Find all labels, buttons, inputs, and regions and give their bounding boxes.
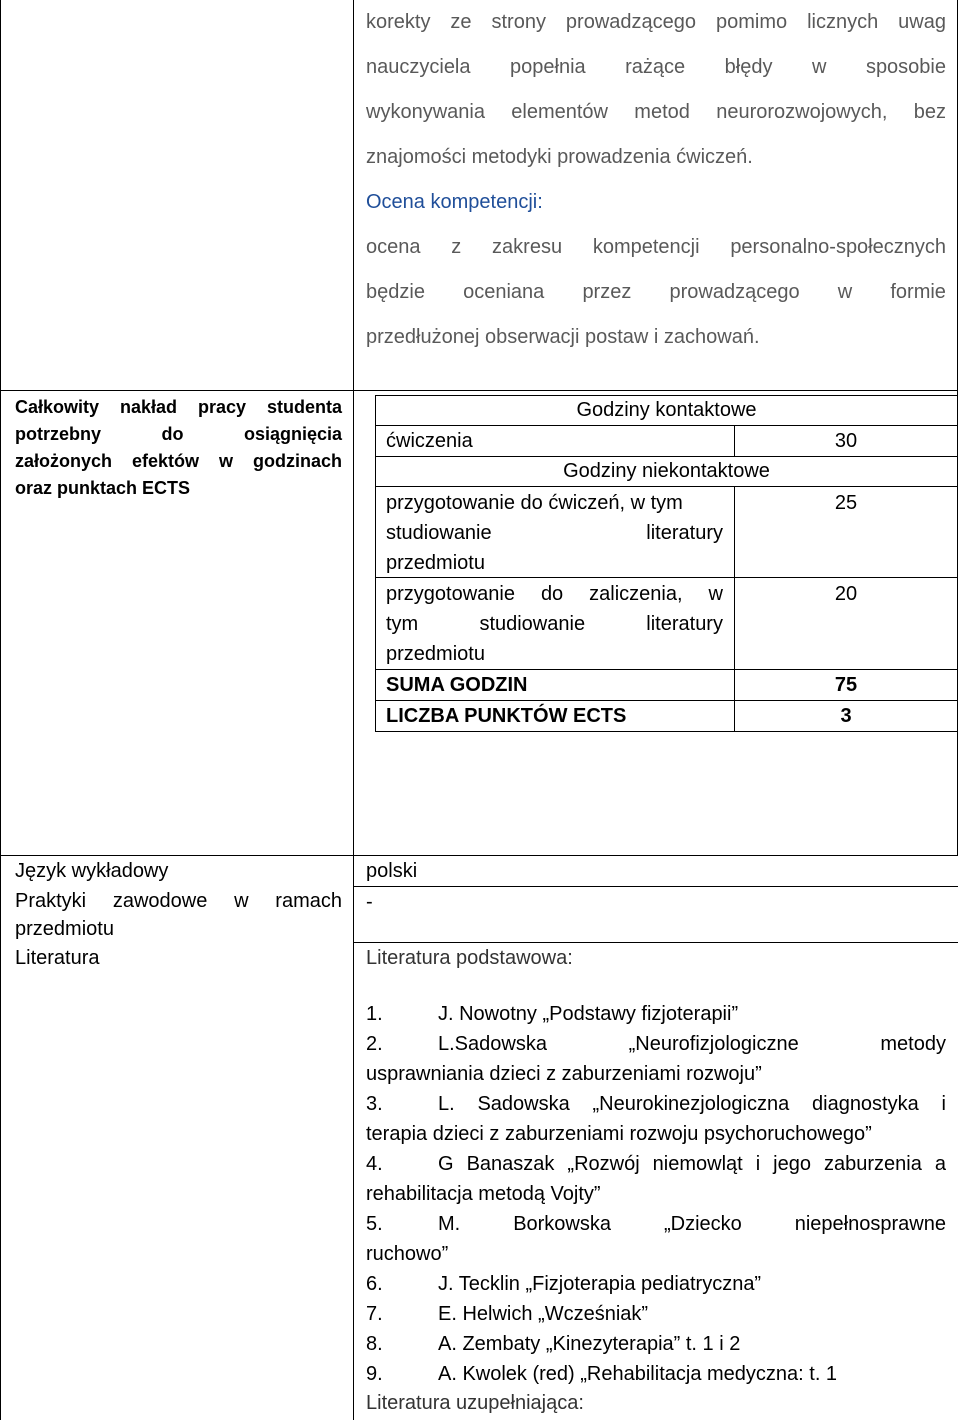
sum-hours-value: 75 <box>834 674 858 696</box>
assessment-line-4: znajomości metodyki prowadzenia ćwiczeń. <box>366 146 753 168</box>
language-value: polski <box>366 860 418 882</box>
w: licznych <box>807 11 879 33</box>
workload-label-line-4: oraz punktach ECTS <box>15 478 191 498</box>
basic-literature-heading: Literatura podstawowa: <box>366 947 573 969</box>
w: popełnia <box>510 56 586 78</box>
practice-value: - <box>366 891 373 913</box>
w: rażące <box>625 56 686 78</box>
line: przygotowanie do zaliczenia, w <box>386 583 723 605</box>
literature-item: 6. J. Tecklin „Fizjoterapia pediatryczna” <box>366 1273 762 1295</box>
w: będzie <box>366 281 425 303</box>
ects-border-left <box>375 395 376 732</box>
w: korekty <box>366 11 431 33</box>
w: w <box>811 56 827 78</box>
w: neurorozwojowych, <box>716 101 888 123</box>
w: z <box>451 236 462 258</box>
row-divider-practice <box>353 886 958 887</box>
w: strony <box>491 11 546 33</box>
assessment-line-2 <box>366 45 946 90</box>
workload-label <box>15 394 342 502</box>
w: formie <box>890 281 946 303</box>
prep-exercises-hours: 25 <box>834 492 858 514</box>
line: przygotowanie do ćwiczeń, w tym <box>386 492 683 514</box>
practice-label <box>15 887 342 943</box>
competence-line-2 <box>366 270 946 315</box>
prep-exam-label <box>386 579 723 669</box>
exercise-hours: 30 <box>834 430 858 452</box>
line: przedmiotu <box>386 643 485 665</box>
w: w <box>837 281 853 303</box>
competence-line-1 <box>366 225 946 270</box>
literature-item: 4. G Banaszak „Rozwój niemowląt i jego zaburzenia a <box>366 1153 946 1175</box>
assessment-line-3 <box>366 90 946 135</box>
prep-exam-hours: 20 <box>834 583 858 605</box>
w: sposobie <box>865 56 946 78</box>
literature-item: 9. A. Kwolek (red) „Rehabilitacja medyczna: t. 1 <box>366 1363 838 1385</box>
literature-list <box>366 943 946 1417</box>
line: przedmiotu <box>15 918 114 940</box>
noncontact-hours-heading: Godziny niekontaktowe <box>563 460 770 482</box>
ects-points-value: 3 <box>840 705 852 727</box>
w: bez <box>913 101 946 123</box>
w: błędy <box>724 56 773 78</box>
exercise-label: ćwiczenia <box>386 430 473 452</box>
w: nauczyciela <box>366 56 471 78</box>
literature-item-cont: terapia dzieci z zaburzeniami rozwoju psychoruchowego” <box>366 1123 872 1145</box>
workload-label-line-1: Całkowity nakład pracy studenta <box>15 397 342 417</box>
literature-label: Literatura <box>15 947 100 969</box>
literature-item-cont: usprawniania dzieci z zaburzeniami rozwoju” <box>366 1063 762 1085</box>
literature-item: 7. E. Helwich „Wcześniak” <box>366 1303 649 1325</box>
literature-item: 5. M. Borkowska „Dziecko niepełnosprawne <box>366 1213 946 1235</box>
workload-label-line-2: potrzebny do osiągnięcia <box>15 424 342 444</box>
literature-item-cont: rehabilitacja metodą Vojty” <box>366 1183 601 1205</box>
row-divider-language <box>0 855 958 856</box>
supplementary-literature-heading: Literatura uzupełniająca: <box>366 1392 584 1414</box>
literature-item: 2. L.Sadowska „Neurofizjologiczne metody <box>366 1033 946 1055</box>
contact-hours-heading: Godziny kontaktowe <box>576 399 757 421</box>
sum-hours-label: SUMA GODZIN <box>386 674 528 696</box>
w: ocena <box>366 236 421 258</box>
w: personalno-społecznych <box>730 236 946 258</box>
w: pomimo <box>715 11 788 33</box>
line: tym studiowanie literatury <box>386 613 723 635</box>
w: metod <box>634 101 690 123</box>
assessment-block <box>366 0 946 360</box>
ects-border <box>375 486 958 487</box>
ects-points-label: LICZBA PUNKTÓW ECTS <box>386 705 627 727</box>
line: przedmiotu <box>386 552 485 574</box>
w: uwag <box>898 11 946 33</box>
literature-item: 3. L. Sadowska „Neurokinezjologiczna diagnostyka i <box>366 1093 946 1115</box>
w: prowadzącego <box>565 11 697 33</box>
competence-line-3: przedłużonej obserwacji postaw i zachowań. <box>366 326 760 348</box>
language-label: Język wykładowy <box>15 860 169 882</box>
w: oceniana <box>463 281 545 303</box>
column-divider <box>353 0 354 1420</box>
w: zakresu <box>492 236 563 258</box>
ects-border-bottom <box>375 731 958 732</box>
outer-left-border <box>0 0 1 1420</box>
ects-table <box>375 395 958 732</box>
w: przez <box>582 281 632 303</box>
literature-item-cont: ruchowo” <box>366 1243 449 1265</box>
w: elementów <box>511 101 608 123</box>
workload-label-line-3: założonych efektów w godzinach <box>15 451 342 471</box>
row-divider-ects <box>0 390 958 391</box>
line: Praktyki zawodowe w ramach <box>15 890 342 912</box>
line: studiowanie literatury <box>386 522 723 544</box>
competence-heading: Ocena kompetencji: <box>366 191 543 213</box>
assessment-line-1 <box>366 0 946 45</box>
prep-exercises-label <box>386 488 723 578</box>
w: kompetencji <box>592 236 700 258</box>
literature-item: 1. J. Nowotny „Podstawy fizjoterapii” <box>366 1003 739 1025</box>
w: prowadzącego <box>669 281 800 303</box>
literature-item: 8. A. Zembaty „Kinezyterapia” t. 1 i 2 <box>366 1333 741 1355</box>
w: ze <box>450 11 472 33</box>
w: wykonywania <box>366 101 485 123</box>
